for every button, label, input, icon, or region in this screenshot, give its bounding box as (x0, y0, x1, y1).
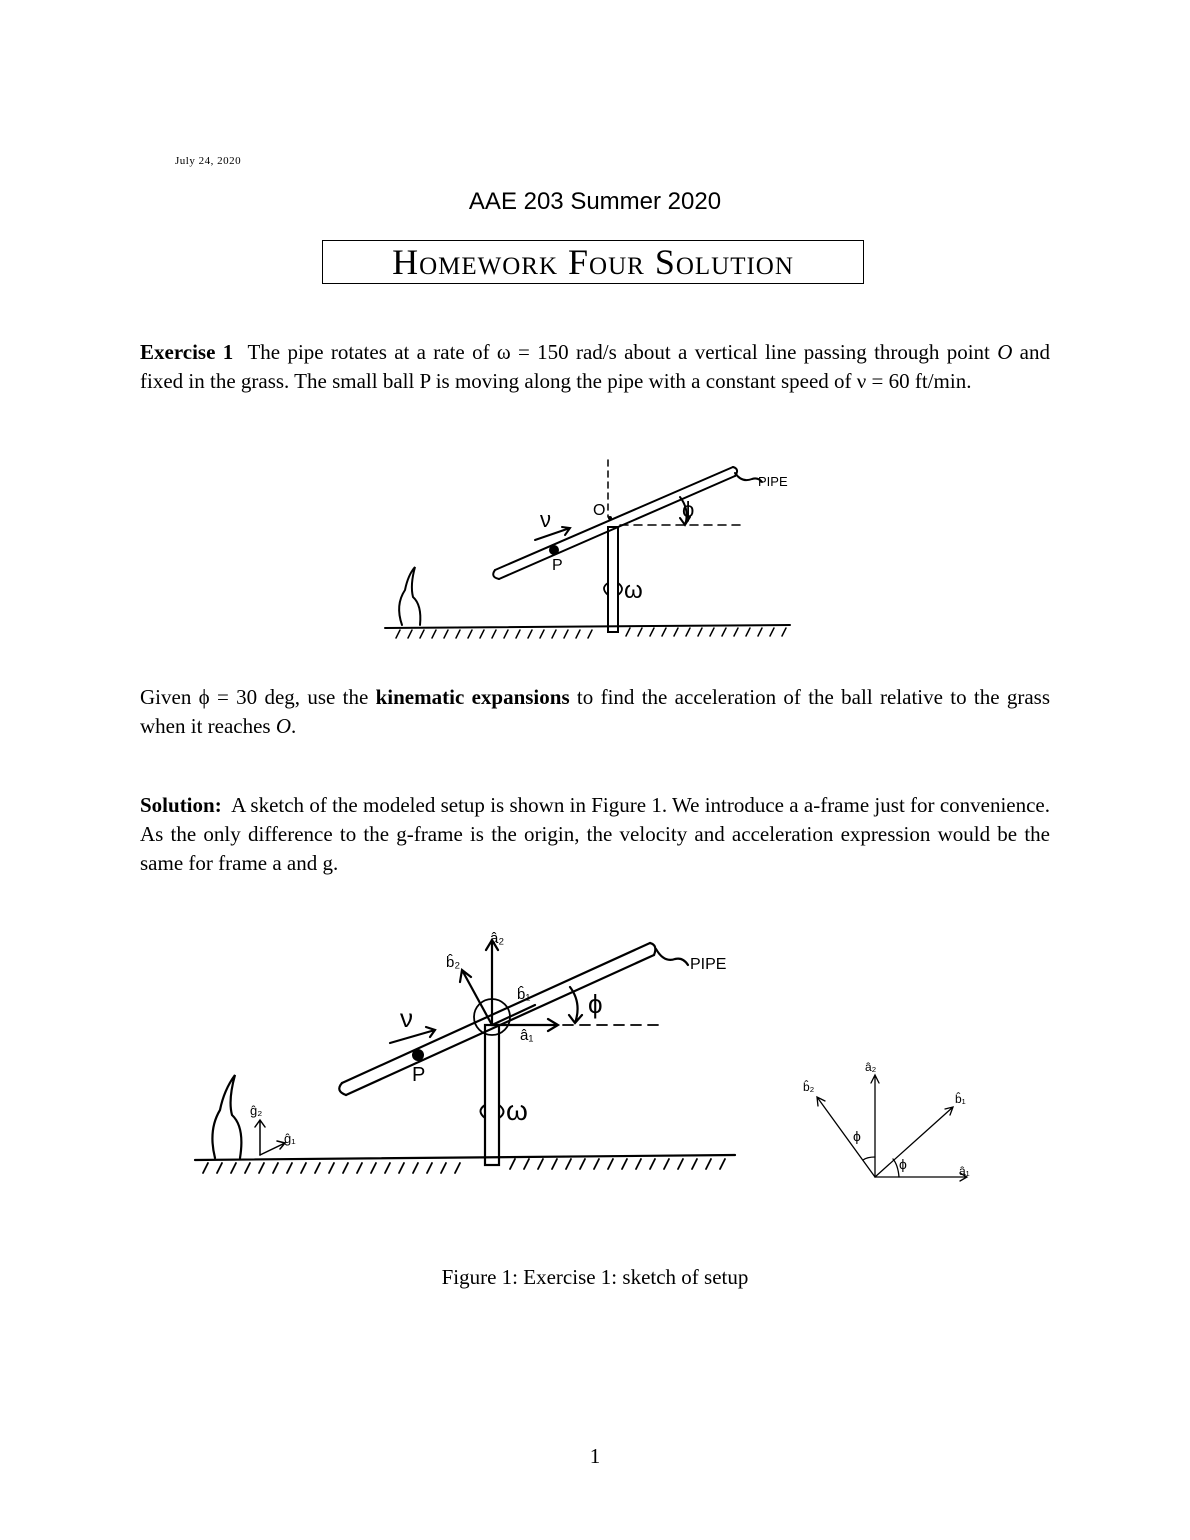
given-statement (140, 683, 1050, 741)
b1-arrow (875, 1107, 953, 1177)
omega-label: ω (624, 577, 643, 604)
given-point-o: O (275, 714, 292, 738)
given-text-a: Given ϕ = 30 deg, use the (140, 685, 376, 709)
phi-label-1: ϕ (899, 1156, 907, 1172)
pipe-sketch-figure (380, 455, 810, 645)
post (608, 527, 618, 632)
course-title: AAE 203 Summer 2020 (468, 188, 722, 215)
a1-arrow (875, 1173, 967, 1181)
a1-label: â₁ (520, 1027, 534, 1044)
given-bold: kinematic expansions (375, 685, 570, 709)
pipe (339, 943, 688, 1095)
pipe-label: PIPE (758, 474, 788, 489)
a2-arrow (871, 1075, 879, 1177)
ground-hatching (203, 1159, 725, 1173)
point-o: O (997, 340, 1013, 364)
solution-text: A sketch of the modeled setup is shown in Figure 1. We introduce a a-frame just for convenience. As the only difference to the g-frame is the origin, the velocity and acceleration expression would be the same for frame a and g. (140, 793, 1051, 875)
b2-label: b̂₂ (446, 954, 461, 971)
o-label: O (593, 502, 606, 519)
exercise-text-b: and fixed in the grass. The small ball P is moving along the pipe with a constant speed of ν = 60 ft/min. (140, 340, 1050, 393)
given-text-b: to find the acceleration of the ball relative to the grass when it reaches (140, 685, 1051, 738)
b2-label: b̂₂ (803, 1080, 815, 1094)
ground-hatching (396, 628, 786, 638)
page-number: 1 (589, 1444, 601, 1468)
exercise-1-statement (140, 338, 1050, 396)
phi-label-2: ϕ (853, 1128, 861, 1144)
p-label: P (552, 557, 563, 574)
phi-label: ϕ (588, 989, 603, 1019)
omega-arc (604, 583, 622, 595)
grass (399, 567, 420, 625)
solution-paragraph (140, 791, 1050, 878)
v-label: ν (400, 1003, 413, 1033)
grass (212, 1075, 241, 1158)
g1-arrow (260, 1141, 285, 1155)
a2-label: â₂ (490, 930, 505, 947)
ground (385, 625, 790, 628)
ball-p (549, 545, 559, 555)
p-label: P (412, 1064, 426, 1086)
ball-p (412, 1049, 424, 1061)
post (485, 1025, 499, 1165)
v-label: ν (540, 507, 551, 532)
b2-arrow (460, 970, 492, 1025)
g2-arrow (255, 1120, 265, 1155)
g2-label: ĝ₂ (250, 1103, 263, 1118)
pipe (493, 467, 762, 579)
title-box (322, 240, 864, 284)
phi-arc-2 (863, 1157, 875, 1160)
document-title: Homework Four Solution (392, 242, 794, 282)
a2-label: â₂ (865, 1060, 877, 1074)
document-date: July 24, 2020 (175, 155, 242, 167)
frame-orientation-diagram (795, 1045, 990, 1190)
figure-1-setup-sketch (190, 915, 750, 1185)
omega-label: ω (506, 1095, 528, 1126)
b1-arrow (492, 1005, 535, 1025)
solution-label: Solution: (140, 793, 222, 817)
a1-label: â₁ (959, 1164, 970, 1178)
exercise-label: Exercise 1 (140, 340, 234, 364)
pipe-label: PIPE (690, 956, 727, 973)
figure-1-caption: Figure 1: Exercise 1: sketch of setup (441, 1265, 749, 1289)
exercise-text-a: The pipe rotates at a rate of ω = 150 rad/s about a vertical line passing through point (247, 340, 998, 364)
b1-label: b̂₁ (955, 1092, 966, 1106)
phi-label: ϕ (682, 497, 695, 522)
b2-arrow (817, 1097, 875, 1177)
g1-label: ĝ₁ (284, 1131, 296, 1146)
given-text-c: . (291, 714, 297, 738)
b1-label: b̂₁ (517, 986, 531, 1003)
